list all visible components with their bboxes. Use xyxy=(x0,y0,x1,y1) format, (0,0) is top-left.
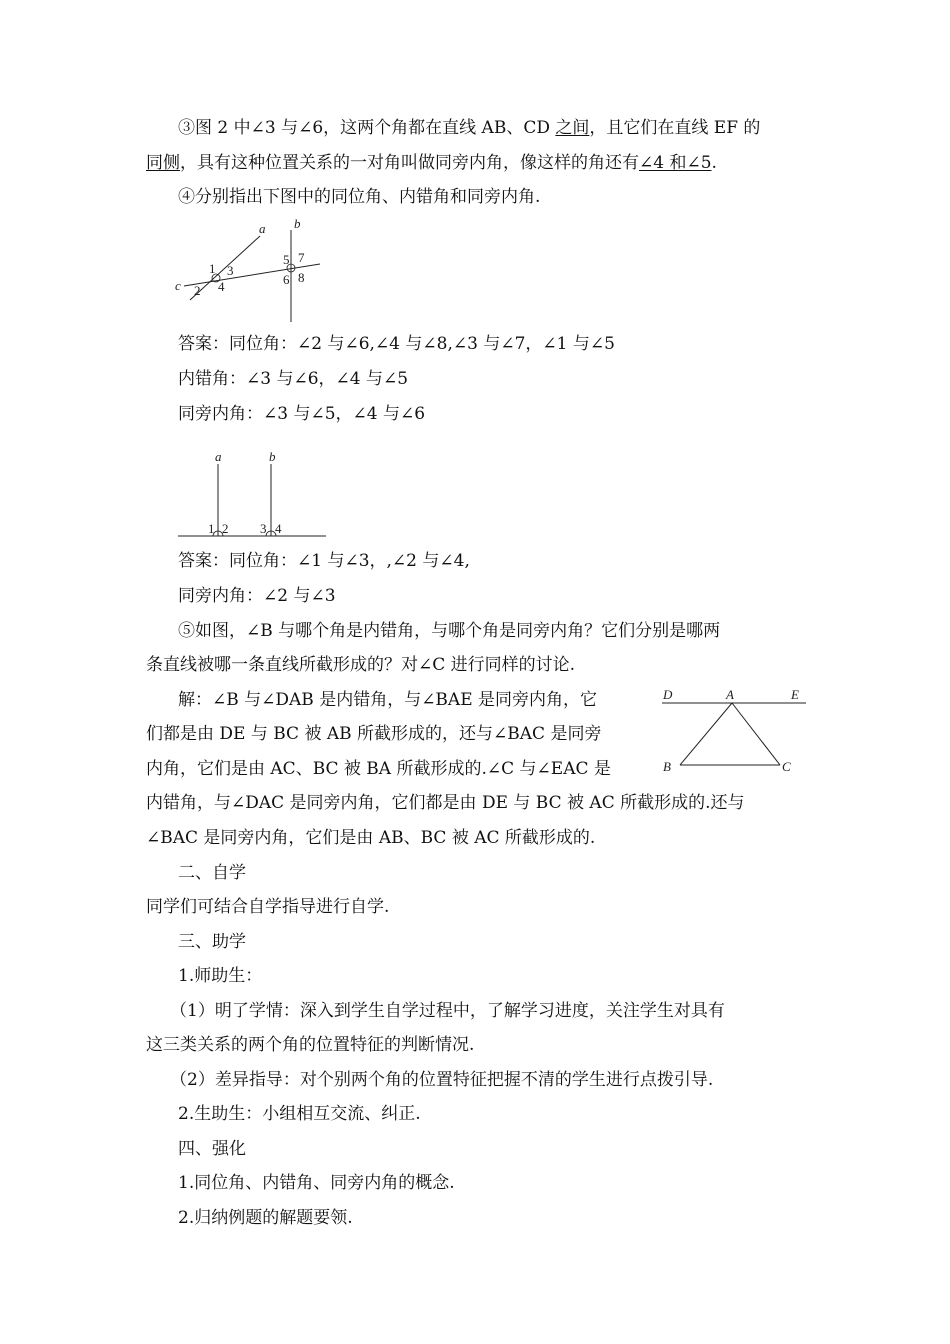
section-3-title: 三、助学 xyxy=(178,932,246,952)
angle-label-1: 1 xyxy=(208,521,215,536)
underlined-text: ∠4 和∠5 xyxy=(639,153,712,173)
section-2-title: 二、自学 xyxy=(178,863,246,883)
angle-label-6: 6 xyxy=(283,272,290,287)
answer-1-line-1: 答案：同位角：∠2 与∠6,∠4 与∠8,∠3 与∠7，∠1 与∠5 xyxy=(178,334,615,354)
angle-label-3: 3 xyxy=(227,263,234,278)
section-3-item-2: 2.生助生：小组相互交流、纠正. xyxy=(178,1104,421,1124)
section-3-item-1a-line-2: 这三类关系的两个角的位置特征的判断情况. xyxy=(146,1035,475,1055)
label-a: a xyxy=(215,449,222,464)
figure-triangle xyxy=(660,685,810,775)
angle-label-8: 8 xyxy=(298,270,305,285)
section-3-item-1b: （2）差异指导：对个别两个角的位置特征把握不清的学生进行点拨引导. xyxy=(170,1070,714,1090)
underlined-text: 同侧 xyxy=(146,153,180,173)
solution-line-4: 内错角，与∠DAC 是同旁内角，它们都是由 DE 与 BC 被 AC 所截形成的.还与 xyxy=(146,793,745,813)
solution-line-1: 解：∠B 与∠DAB 是内错角，与∠BAE 是同旁内角，它 xyxy=(178,690,598,710)
answer-1-line-2: 内错角：∠3 与∠6，∠4 与∠5 xyxy=(178,369,409,389)
angle-label-2: 2 xyxy=(222,521,229,536)
paragraph-3-line-2 xyxy=(146,152,717,174)
label-c: C xyxy=(782,759,791,774)
segment-ab xyxy=(680,703,732,765)
angle-label-7: 7 xyxy=(298,250,305,265)
section-4-title: 四、强化 xyxy=(178,1139,246,1159)
label-a: A xyxy=(726,687,734,702)
solution-line-3: 内角，它们是由 AC、BC 被 BA 所截形成的.∠C 与∠EAC 是 xyxy=(146,759,611,779)
section-3-item-1: 1.师助生： xyxy=(178,966,263,986)
paragraph-3-line-1 xyxy=(178,117,760,139)
section-3-item-1a-line-1: （1）明了学情：深入到学生自学过程中，了解学习进度，关注学生对具有 xyxy=(170,1001,725,1021)
text: . xyxy=(711,153,717,173)
answer-1-line-3: 同旁内角：∠3 与∠5，∠4 与∠6 xyxy=(178,404,426,424)
label-d: D xyxy=(663,687,673,702)
angle-label-2: 2 xyxy=(194,283,201,298)
label-c: c xyxy=(175,278,181,293)
segment-ac xyxy=(732,703,780,765)
label-e: E xyxy=(791,687,799,702)
solution-line-5: ∠BAC 是同旁内角，它们是由 AB、BC 被 AC 所截形成的. xyxy=(146,828,596,848)
answer-2-line-2: 同旁内角：∠2 与∠3 xyxy=(178,586,336,606)
figure-two-transversals xyxy=(170,218,330,326)
answer-2-line-1: 答案：同位角：∠1 与∠3，,∠2 与∠4, xyxy=(178,551,470,571)
label-b: B xyxy=(663,759,671,774)
section-2-text: 同学们可结合自学指导进行自学. xyxy=(146,897,390,917)
section-4-item-2: 2.归纳例题的解题要领. xyxy=(178,1208,353,1228)
paragraph-4: ④分别指出下图中的同位角、内错角和同旁内角. xyxy=(178,187,541,207)
angle-label-4: 4 xyxy=(275,521,282,536)
label-b: b xyxy=(269,449,276,464)
figure-parallel-lines xyxy=(176,448,330,540)
text: ③图 2 中∠3 与∠6，这两个角都在直线 AB、CD xyxy=(178,118,556,138)
solution-line-2: 们都是由 DE 与 BC 被 AB 所截形成的，还与∠BAC 是同旁 xyxy=(146,724,602,744)
angle-label-4: 4 xyxy=(218,279,225,294)
text: ，具有这种位置关系的一对角叫做同旁内角，像这样的角还有 xyxy=(180,153,639,173)
section-4-item-1: 1.同位角、内错角、同旁内角的概念. xyxy=(178,1173,455,1193)
text: ，且它们在直线 EF 的 xyxy=(589,118,761,138)
angle-label-5: 5 xyxy=(283,252,290,267)
paragraph-5-line-1: ⑤如图，∠B 与哪个角是内错角，与哪个角是同旁内角？它们分别是哪两 xyxy=(178,621,721,641)
label-a: a xyxy=(259,221,266,236)
underlined-text: 之间 xyxy=(555,118,590,138)
angle-label-1: 1 xyxy=(209,261,216,276)
label-b: b xyxy=(294,216,301,231)
line-a xyxy=(190,236,260,300)
angle-label-3: 3 xyxy=(260,521,267,536)
paragraph-5-line-2: 条直线被哪一条直线所截形成的？对∠C 进行同样的讨论. xyxy=(146,655,576,675)
